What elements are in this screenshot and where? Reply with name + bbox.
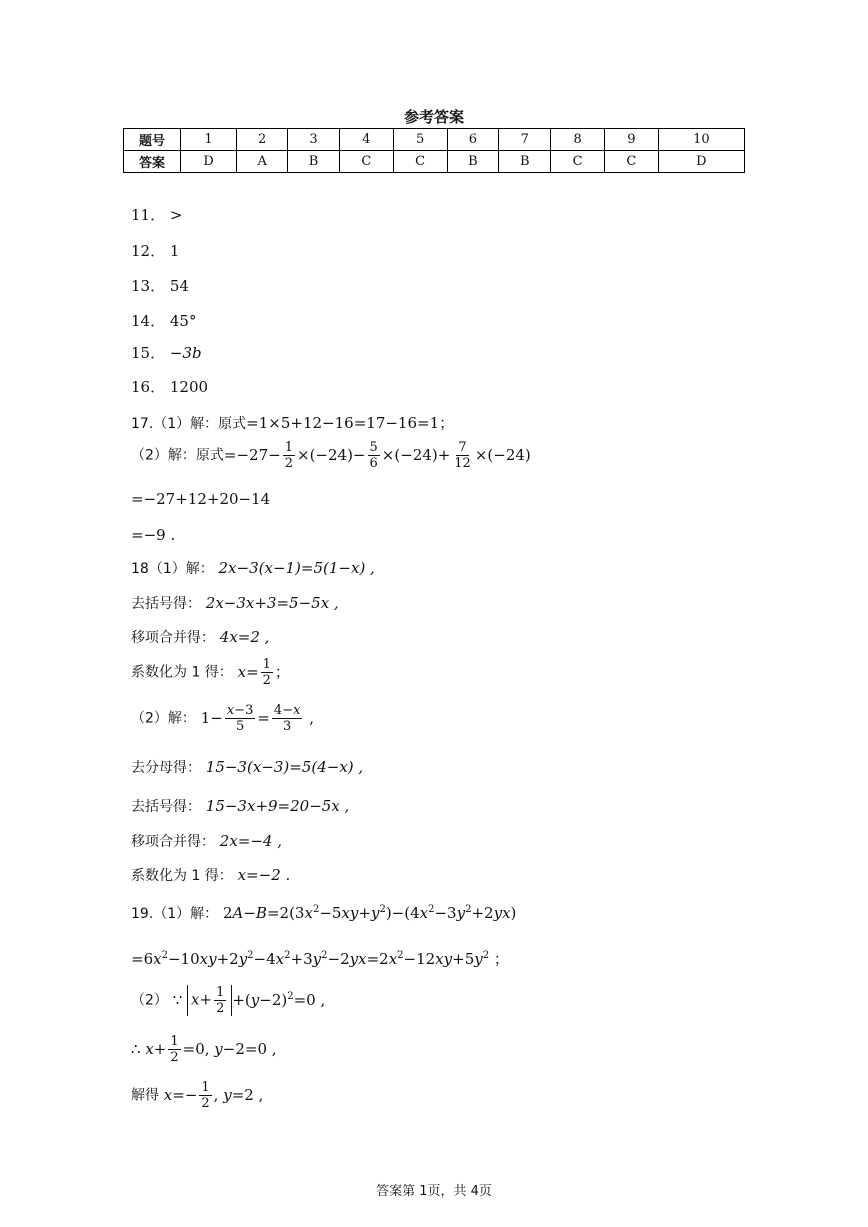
question-number: 12． [131,242,166,260]
table-cell: 6 [447,129,499,151]
q19-part2 [131,985,325,1016]
answer-value: 1 [169,242,180,260]
math-expression: 2x−3(x−1)=5(1−x) , [218,559,375,577]
table-cell: D [658,151,744,173]
q18-step6 [131,831,282,852]
question-number-row [124,129,745,151]
q19-part1 [131,903,516,924]
page-footer: 答案第 1页，共 4页 [376,1184,492,1199]
table-cell: C [393,151,447,173]
table-cell: 2 [237,129,288,151]
table-cell: 8 [551,129,605,151]
math-expression: 2x−3x+3=5−5x , [205,594,339,612]
table-cell: D [181,151,237,173]
step-label: 去括号得： [131,799,201,815]
step-label: 移项合并得： [131,630,215,646]
answer-13 [131,276,189,296]
answer-11 [131,205,182,225]
row-header-question: 题号 [124,129,181,151]
answer-value: −3b [169,344,202,362]
q18-step7 [131,865,290,886]
table-cell: 10 [658,129,744,151]
q18-step4 [131,757,363,778]
q19-step2 [131,1034,277,1065]
table-cell: C [604,151,658,173]
answer-value: > [169,206,183,224]
table-cell: 4 [339,129,393,151]
math-expression: =−9 . [131,526,176,544]
table-cell: A [237,151,288,173]
question-number: 16． [131,378,166,396]
answer-15 [131,343,202,363]
page-title: 参考答案 [403,108,464,126]
answer-table [123,128,745,173]
q19-step1 [131,949,509,969]
table-cell: 7 [499,129,551,151]
answer-value: 1200 [169,378,209,396]
math-expression: x= $\frac{1}{2}$ ； [237,657,290,688]
q18-step1 [131,593,339,614]
step-label: （2）解： [131,710,196,727]
q18-step5 [131,796,349,817]
q17-step3 [131,525,175,545]
math-expression: =1×5+12−16=17−16=1； [246,414,455,432]
step-label: 系数化为 1 得： [131,868,233,884]
table-cell: B [447,151,499,173]
table-cell: 3 [288,129,340,151]
q19-step3 [131,1080,263,1111]
question-number: 15． [131,344,166,362]
table-cell: B [288,151,340,173]
q18-step2 [131,627,269,648]
table-cell: 9 [604,129,658,151]
math-expression: 15−3(x−3)=5(4−x) , [205,758,364,776]
step-label: （2） [131,992,168,1009]
math-expression: 15−3x+9=20−5x , [205,797,350,815]
step-label: 19.（1）解： [131,906,219,922]
answer-12 [131,241,179,261]
step-label: （2）解：原式 [131,447,224,464]
question-number: 13． [131,277,166,295]
step-label: 去分母得： [131,760,201,776]
q17-part2 [131,440,531,471]
step-label: 系数化为 1 得： [131,664,233,681]
math-expression: =−27− $\frac{1}{2}$ ×(−24)− $\frac{5}{6}$ ×(−24)+ $\frac{7}{12}$ ×(−24) [223,440,531,471]
answer-14 [131,311,196,331]
answer-row [124,151,745,173]
math-expression: 4x=2 , [219,628,270,646]
q18-part1 [131,558,375,579]
step-label: 17.（1）解：原式 [131,416,247,432]
step-label: 移项合并得： [131,834,215,850]
q17-part1 [131,413,454,434]
math-expression: x=−2 . [237,866,291,884]
table-cell: B [499,151,551,173]
q18-step3 [131,657,290,688]
answer-value: 54 [169,277,189,295]
math-expression: ∴ x+ $\frac{1}{2}$ =0, y−2=0 , [131,1034,277,1065]
row-header-answer: 答案 [124,151,181,173]
math-expression: 1− $\frac{x-3}{5}$ = $\frac{4-x}{3}$ , [200,703,314,734]
question-number: 11． [131,206,166,224]
q18-part2 [131,703,314,734]
table-cell: 1 [181,129,237,151]
answer-16 [131,377,208,397]
table-cell: C [551,151,605,173]
math-expression: ∵ x+ $\frac{1}{2}$ $+(y-2)^2=0$ , [172,985,326,1016]
step-label: 解得 [131,1087,159,1104]
step-label: 18（1）解： [131,561,214,577]
step-label: 去括号得： [131,596,201,612]
question-number: 14． [131,312,166,330]
math-expression: =−27+12+20−14 [131,490,271,508]
math-expression: $=6x^2-10xy+2y^2-4x^2+3y^2-2yx=2x^2-12xy+5y^2$ ； [131,950,509,968]
math-expression: 2x=−4 , [219,832,283,850]
answer-value: 45° [169,312,197,330]
table-cell: 5 [393,129,447,151]
q17-step2 [131,489,270,509]
math-expression: x=− $\frac{1}{2}$ , y=2 , [163,1080,264,1111]
math-expression: $2A-B=2(3x^2-5xy+y^2)-(4x^2-3y^2+2yx)$ [222,904,517,922]
table-cell: C [339,151,393,173]
